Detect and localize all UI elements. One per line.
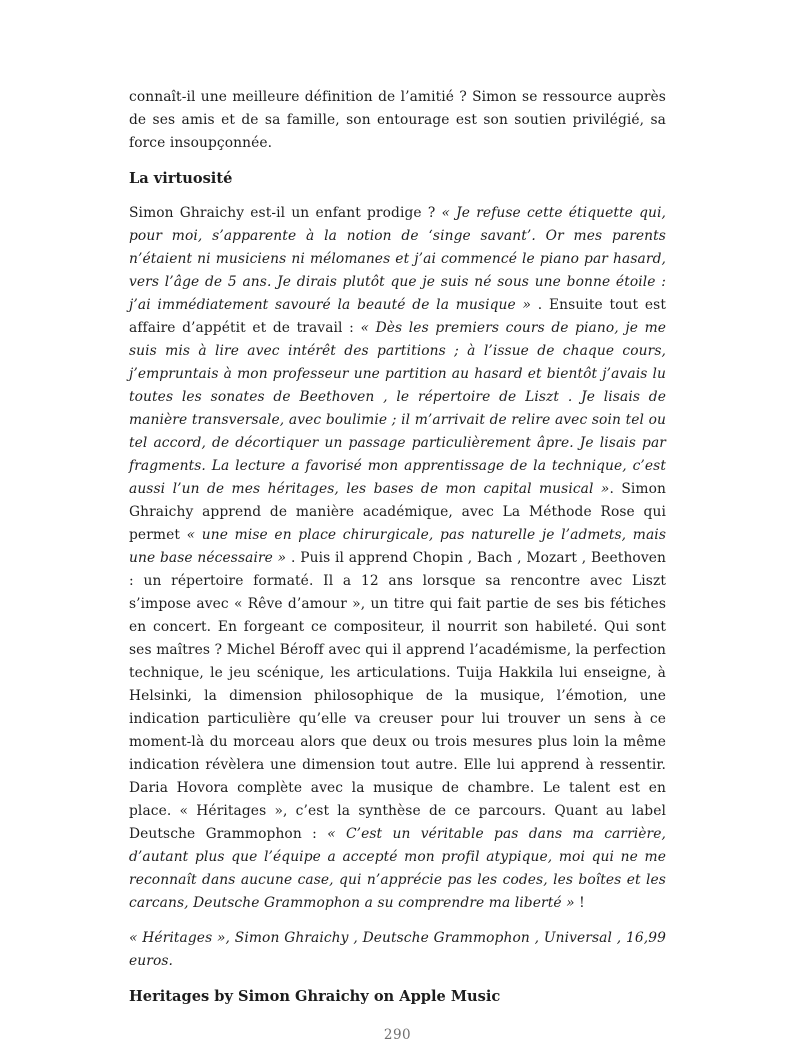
section-heading-la-virtuosite: La virtuosité: [129, 170, 233, 187]
paragraph-album-reference: « Héritages », Simon Ghraichy , Deutsche Grammophon , Universal , 16,99 euros.: [129, 930, 666, 969]
section-heading-apple-music: Heritages by Simon Ghraichy on Apple Music: [129, 988, 501, 1005]
paragraph-body-virtuosite: Simon Ghraichy est-il un enfant prodige ? « Je refuse cette étiquette qui, pour moi, s’apparente à la notion de ‘singe savant’. Or mes parents n’étaient ni musiciens ni mélomanes et j’ai commencé le piano par hasard, vers l’âge de 5 ans. Je dirais plutôt que je suis né sous une bonne étoile : j’ai immédiatement savouré la beauté de la musique » . Ensuite tout est affaire d’appétit et de travail : « Dès les premiers cours de piano, je me suis mis à lire avec intérêt des partitions ; à l’issue de chaque cours, j’empruntais à mon professeur une partition au hasard et bientôt j’avais lu toutes les sonates de Beethoven , le répertoire de Liszt . Je lisais de manière transversale, avec boulimie ; il m’arrivait de relire avec soin tel ou tel accord, de décortiquer un passage particulièrement âpre. Je lisais par fragments. La lecture a favorisé mon apprentissage de la technique, c’est aussi l’un de mes héritages, les bases de mon capital musical ». Simon Ghraichy apprend de manière académique, avec La Méthode Rose qui permet « une mise en place chirurgicale, pas naturelle je l’admets, mais une base nécessaire » . Puis il apprend Chopin , Bach , Mozart , Beethoven : un répertoire formaté. Il a 12 ans lorsque sa rencontre avec Liszt s’impose avec « Rêve d’amour », un titre qui fait partie de ses bis fétiches en concert. En forgeant ce compositeur, il nourrit son habileté. Qui sont ses maîtres ? Michel Béroff avec qui il apprend l’académisme, la perfection technique, le jeu scénique, les articulations. Tuija Hakkila lui enseigne, à Helsinki, la dimension philosophique de la musique, l’émotion, une indication particulière qu’elle va creuser pour lui trouver un sens à ce moment-là du morceau alors que deux ou trois mesures plus loin la même indication révèlera une dimension tout autre. Elle lui apprend à ressentir. Daria Hovora complète avec la musique de chambre. Le talent est en place. « Héritages », c’est la synthèse de ce parcours. Quant au label Deutsche Grammophon : « C’est un véritable pas dans ma carrière, d’autant plus que l’équipe a accepté mon profil atypique, moi qui ne me reconnaît dans aucune case, qui n’apprécie pas les codes, les boîtes et les carcans, Deutsche Grammophon a su comprendre ma liberté » !: [129, 205, 667, 911]
paragraph-intro: connaît-il une meilleure définition de l’amitié ? Simon se ressource auprès de ses amis et de sa famille, son entourage est son soutien privilégié, sa force insoupçonnée.: [129, 89, 666, 151]
page-number: 290: [383, 1027, 412, 1043]
page-footer: [0, 1024, 795, 1043]
